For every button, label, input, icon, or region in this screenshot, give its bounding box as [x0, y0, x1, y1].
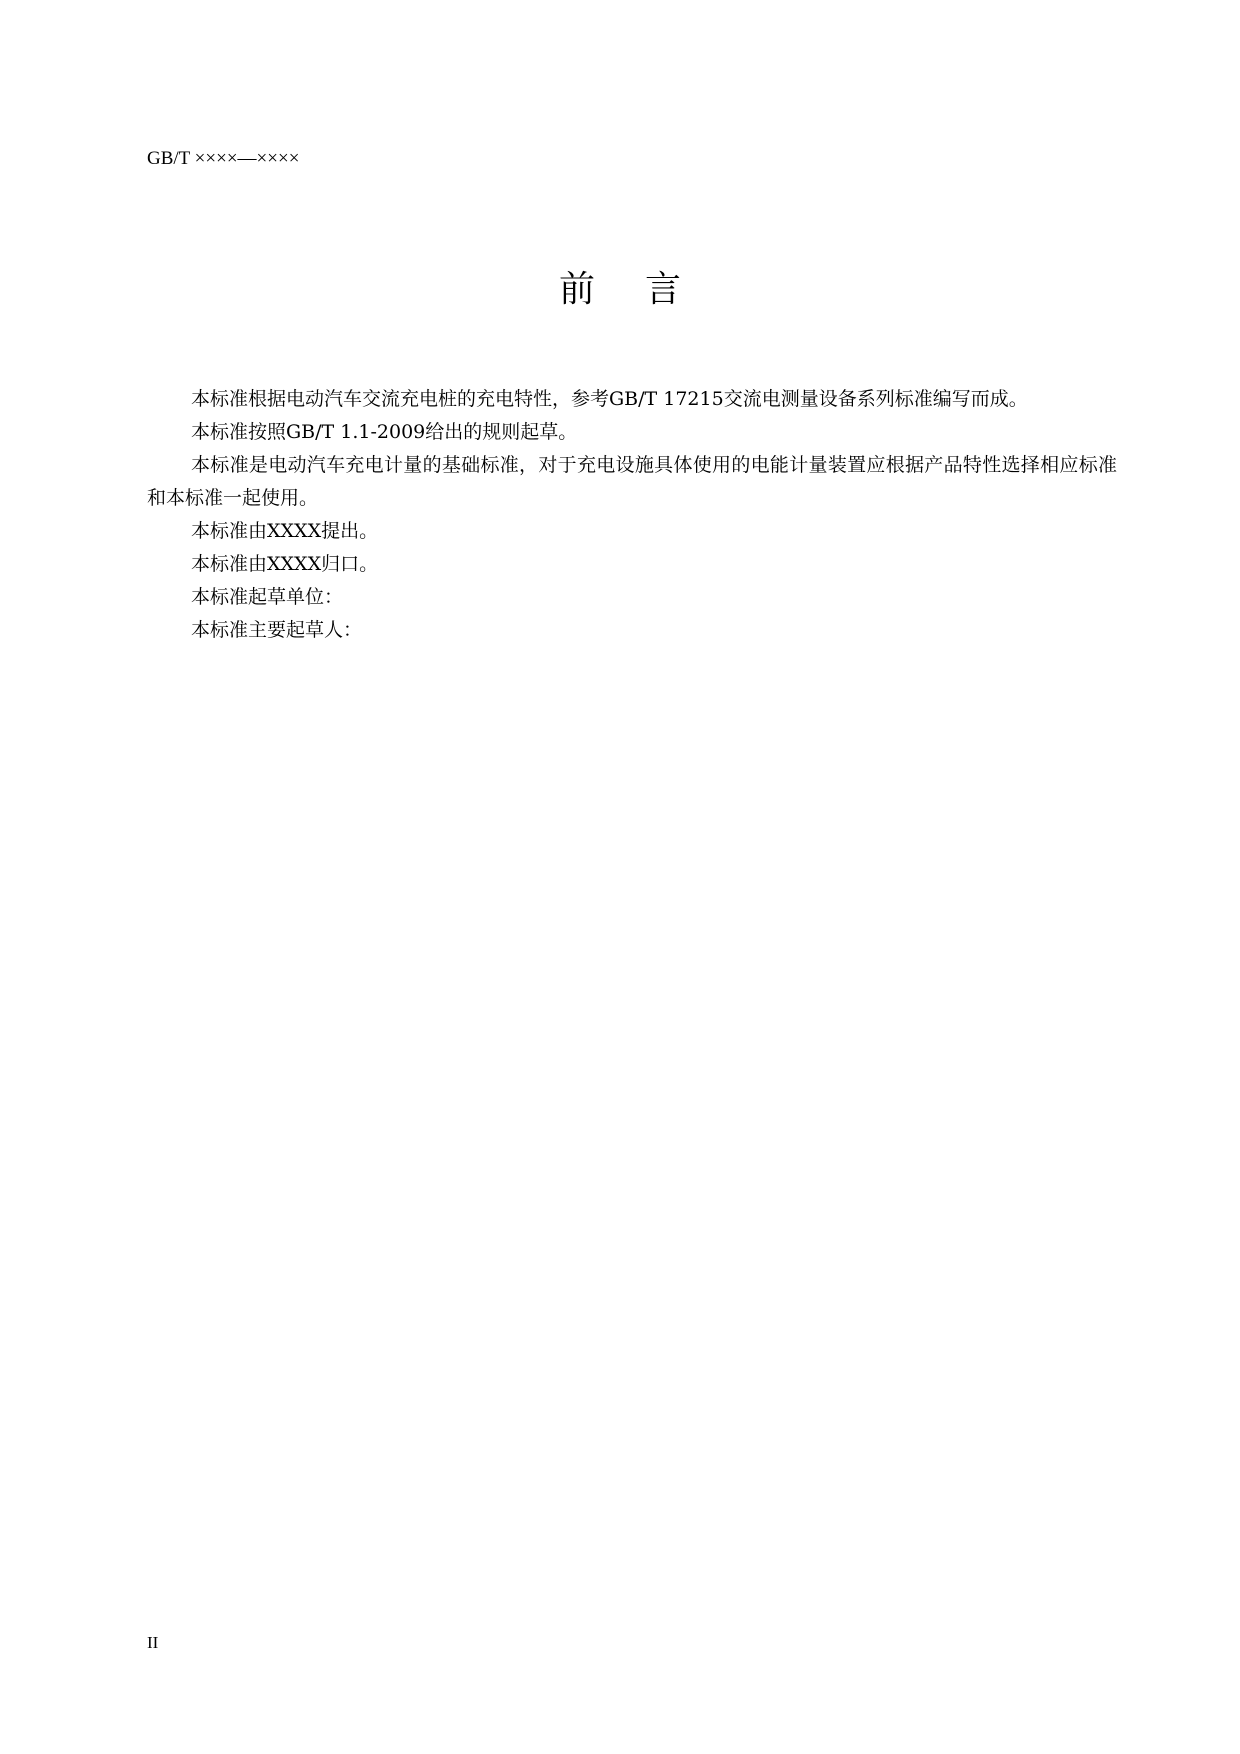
paragraph-proposer: 本标准由XXXX提出。 [191, 520, 379, 542]
paragraph-drafting-units: 本标准起草单位： [191, 586, 344, 608]
paragraph-scope: 本标准是电动汽车充电计量的基础标准，对于充电设施具体使用的电能计量装置应根据产品特性选择相应标准和本标准一起使用。 [147, 454, 1117, 509]
standard-number: GB/T ××××—×××× [147, 148, 300, 169]
paragraph-basis: 本标准根据电动汽车交流充电桩的充电特性，参考GB/T 17215交流电测量设备系列标准编写而成。 [191, 388, 1028, 410]
foreword-body [147, 383, 1117, 647]
paragraph-main-drafters: 本标准主要起草人： [191, 619, 363, 641]
page-footer [147, 1632, 158, 1654]
page-title [0, 268, 1240, 312]
title-char-1: 前 [558, 269, 595, 310]
paragraph-centralized-by: 本标准由XXXX归口。 [191, 553, 379, 575]
paragraph-drafting-rules: 本标准按照GB/T 1.1-2009给出的规则起草。 [191, 421, 578, 443]
title-char-2: 言 [645, 269, 682, 310]
page-number: II [147, 1633, 159, 1652]
document-header [147, 147, 299, 171]
